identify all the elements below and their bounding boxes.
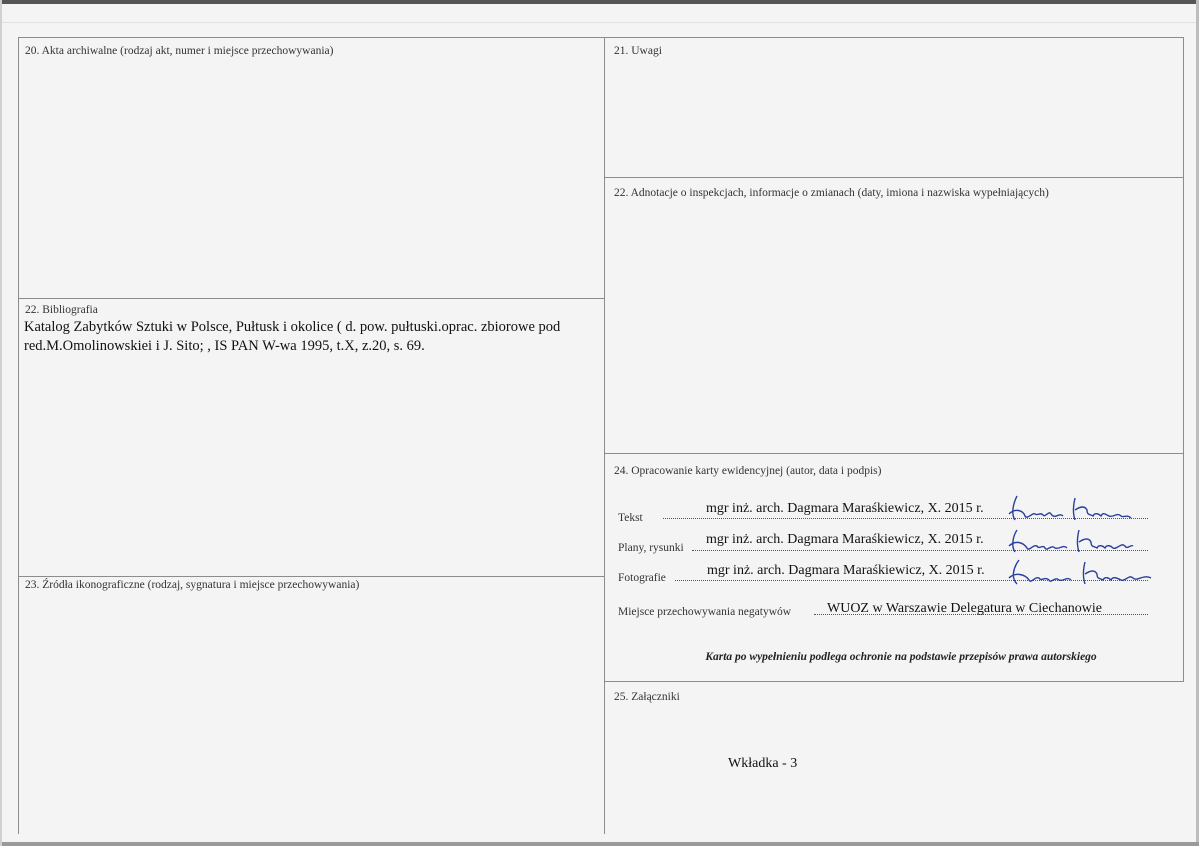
section-24-label: 24. Opracowanie karty ewidencyjnej (autor, data i podpis) <box>614 465 882 477</box>
bibliography-text: Katalog Zabytków Sztuki w Polsce, Pułtusk i okolice ( d. pow. pułtuski.oprac. zbiorowe pod red.M.Omolinowskiei i J. Sito; , IS PAN W-wa 1995, t.X, z.20, s. 69. <box>24 319 561 354</box>
form-left-border <box>18 37 19 834</box>
signature-plany <box>1005 524 1135 556</box>
divider-22-23 <box>18 576 604 577</box>
divider-22-24 <box>604 453 1183 454</box>
negatives-label: Miejsce przechowywania negatywów <box>618 606 792 618</box>
divider-21-22 <box>604 177 1183 178</box>
plany-label: Plany, rysunki <box>618 542 684 554</box>
fotografie-label: Fotografie <box>618 572 666 584</box>
negatives-value: WUOZ w Warszawie Delegatura w Ciechanowie <box>827 601 1103 616</box>
page-top-rule <box>0 22 1199 23</box>
form-right-border <box>1183 37 1184 682</box>
form-center-divider <box>604 37 605 834</box>
page-top-edge <box>0 0 1199 4</box>
plany-value: mgr inż. arch. Dagmara Maraśkiewicz, X. 2015 r. <box>706 532 984 547</box>
divider-24-25 <box>604 681 1183 682</box>
tekst-value: mgr inż. arch. Dagmara Maraśkiewicz, X. 2015 r. <box>706 501 984 516</box>
signature-tekst <box>1005 492 1135 524</box>
form-top-border <box>18 37 1184 38</box>
section-23-label: 23. Źródła ikonograficzne (rodzaj, sygnatura i miejsce przechowywania) <box>25 579 360 591</box>
page-bottom-edge <box>0 842 1199 846</box>
divider-20-22 <box>18 298 604 299</box>
fotografie-value: mgr inż. arch. Dagmara Maraśkiewicz, X. 2015 r. <box>707 563 985 578</box>
attachment-insert: Wkładka - 3 <box>728 756 798 771</box>
signature-fotografie <box>1005 556 1155 590</box>
copyright-notice: Karta po wypełnieniu podlega ochronie na podstawie przepisów prawa autorskiego <box>705 651 1097 663</box>
tekst-label: Tekst <box>618 512 643 524</box>
section-22-bibliography-label: 22. Bibliografia <box>25 304 98 316</box>
page-left-edge <box>0 0 2 846</box>
section-25-label: 25. Załączniki <box>614 691 680 703</box>
section-20-label: 20. Akta archiwalne (rodzaj akt, numer i miejsce przechowywania) <box>25 45 334 57</box>
section-22-inspections-label: 22. Adnotacje o inspekcjach, informacje o zmianach (daty, imiona i nazwiska wypełniających) <box>614 187 1049 199</box>
section-21-label: 21. Uwagi <box>614 45 662 57</box>
